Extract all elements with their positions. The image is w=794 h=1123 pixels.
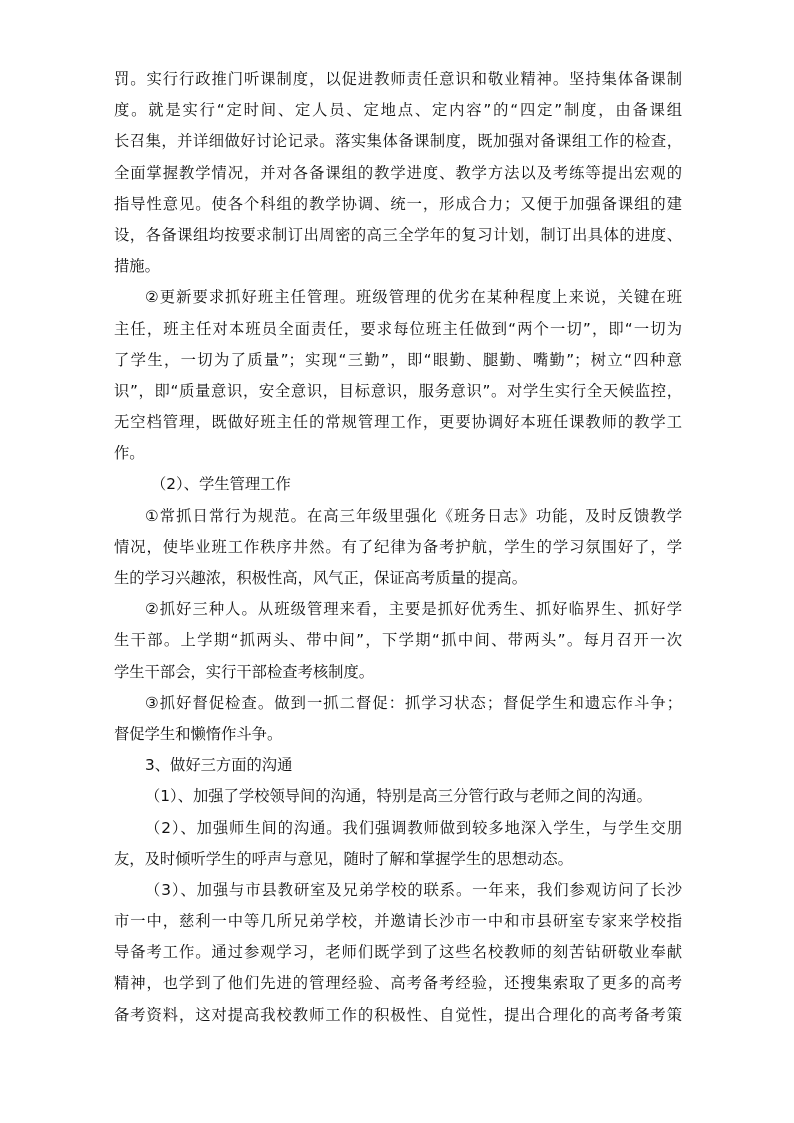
text-line: 识”，即“质量意识，安全意识，目标意识，服务意识”。对学生实行全天候监控， xyxy=(114,381,682,400)
text-line: 主任，班主任对本班员全面责任，要求每位班主任做到“两个一切”，即“一切为 xyxy=(114,319,682,338)
text-line: ②更新要求抓好班主任管理。班级管理的优劣在某种程度上来说，关键在班 xyxy=(145,288,682,307)
document-body xyxy=(114,64,682,1031)
text-line: （1）、加强了学校领导间的沟通，特别是高三分管行政与老师之间的沟通。 xyxy=(145,787,652,806)
text-line: 无空档管理，既做好班主任的常规管理工作，更要协调好本班任课教师的教学工 xyxy=(114,413,682,432)
text-line: 度。就是实行“定时间、定人员、定地点、定内容”的“四定”制度，由备课组 xyxy=(114,101,682,120)
text-line: 学生干部会，实行干部检查考核制度。 xyxy=(114,662,375,681)
text-line: 市一中，慈利一中等几所兄弟学校，并邀请长沙市一中和市县研室专家来学校指 xyxy=(114,912,682,931)
text-line: 作。 xyxy=(114,444,145,463)
text-line: ③抓好督促检查。做到一抓二督促：抓学习状态；督促学生和遗忘作斗争； xyxy=(145,693,682,712)
text-line: 全面掌握教学情况，并对各备课组的教学进度、教学方法以及考练等提出宏观的 xyxy=(114,163,682,182)
text-line: 指导性意见。使各个科组的教学协调、统一，形成合力；又便于加强备课组的建 xyxy=(114,194,682,213)
text-line: 长召集，并详细做好讨论记录。落实集体备课制度，既加强对备课组工作的检查， xyxy=(114,132,682,151)
text-line: 备考资料，这对提高我校教师工作的积极性、自觉性，提出合理化的高考备考策 xyxy=(114,1005,682,1024)
text-line: 友，及时倾听学生的呼声与意见，随时了解和掌握学生的思想动态。 xyxy=(114,849,573,868)
text-line: （2）、加强师生间的沟通。我们强调教师做到较多地深入学生，与学生交朋 xyxy=(145,818,682,837)
text-line: （3）、加强与市县教研室及兄弟学校的联系。一年来，我们参观访问了长沙 xyxy=(145,880,682,899)
text-line: ②抓好三种人。从班级管理来看，主要是抓好优秀生、抓好临界生、抓好学 xyxy=(145,600,682,619)
text-line: 精神，也学到了他们先进的管理经验、高考备考经验，还搜集索取了更多的高考 xyxy=(114,974,682,993)
text-line: 罚。实行行政推门听课制度，以促进教师责任意识和敬业精神。坚持集体备课制 xyxy=(114,70,682,88)
text-line: 设，各备课组均按要求制订出周密的高三全学年的复习计划，制订出具体的进度、 xyxy=(114,225,682,244)
text-line: 3、做好三方面的沟通 xyxy=(145,756,293,775)
text-line: 生干部。上学期“抓两头、带中间”，下学期“抓中间、带两头”。每月召开一次 xyxy=(114,631,682,650)
text-line: （2）、学生管理工作 xyxy=(151,475,291,494)
text-line: 生的学习兴趣浓，积极性高，风气正，保证高考质量的提高。 xyxy=(114,569,528,587)
text-line: 导备考工作。通过参观学习，老师们既学到了这些名校教师的刻苦钻研敬业奉献 xyxy=(114,943,682,962)
text-line: 措施。 xyxy=(114,257,160,276)
text-line: 督促学生和懒惰作斗争。 xyxy=(114,724,283,743)
text-line: 情况，使毕业班工作秩序井然。有了纪律为备考护航，学生的学习氛围好了，学 xyxy=(114,537,682,556)
text-line: 了学生，一切为了质量”；实现“三勤”，即“眼勤、腿勤、嘴勤”；树立“四种意 xyxy=(114,350,682,369)
text-line: ①常抓日常行为规范。在高三年级里强化《班务日志》功能，及时反馈教学 xyxy=(145,506,682,525)
